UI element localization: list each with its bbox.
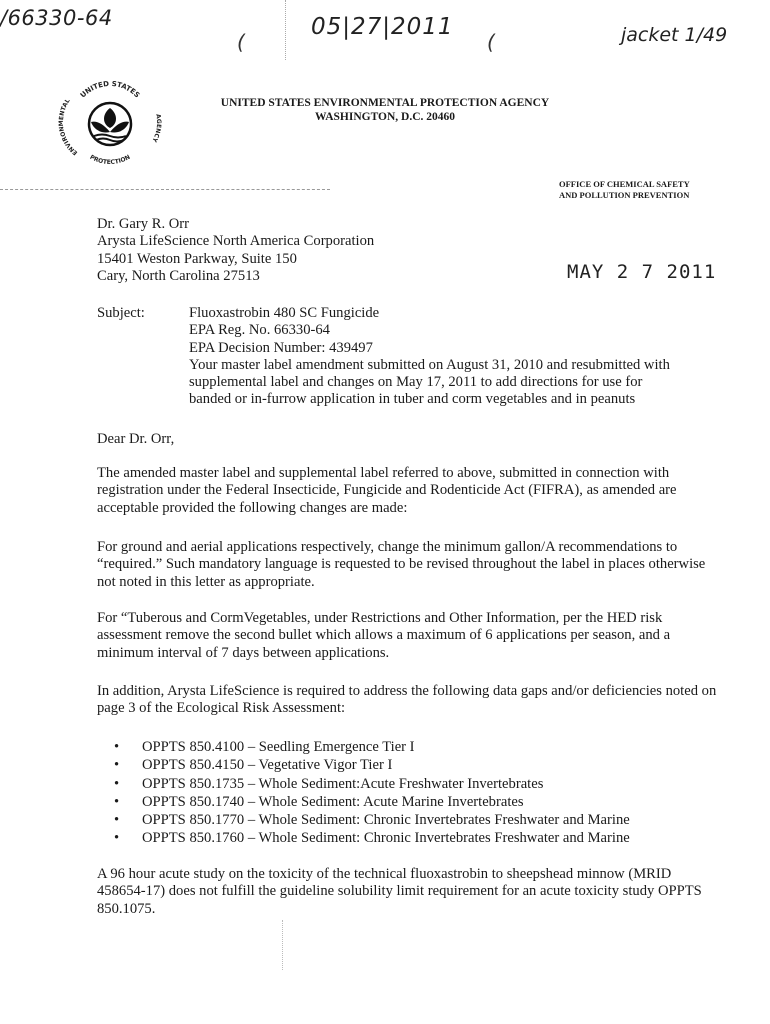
subject-line: Your master label amendment submitted on August 31, 2010 and resubmitted with	[189, 356, 670, 373]
bullet-icon: •	[114, 739, 120, 755]
bullet-icon: •	[114, 793, 120, 810]
subject-line: EPA Reg. No. 66330-64	[189, 322, 330, 339]
recipient-line: 15401 Weston Parkway, Suite 150	[97, 250, 297, 267]
list-item	[114, 829, 714, 847]
data-gap-list	[114, 738, 714, 848]
handwritten-paren-right: (	[487, 30, 495, 54]
body-paragraph: A 96 hour acute study on the toxicity of the technical fluoxastrobin to sheepshead minnow (MRID 458654-17) does not fulfill the guideline solubility limit requirement for an acute toxicity study OPPTS 850.1075.	[97, 866, 702, 917]
recipient-line: Cary, North Carolina 27513	[97, 267, 260, 284]
handwritten-date: 05|27|2011	[311, 14, 454, 40]
list-item-text: OPPTS 850.1740 – Whole Sediment: Acute Marine Invertebrates	[142, 793, 524, 810]
bullet-icon: •	[114, 830, 120, 847]
list-item-text: OPPTS 850.4150 – Vegetative Vigor Tier I	[142, 757, 393, 774]
agency-address: WASHINGTON, D.C. 20460	[314, 111, 456, 123]
recipient-line: Arysta LifeScience North America Corporation	[97, 233, 375, 250]
subject-line: supplemental label and changes on May 17, 2011 to add directions for use for	[189, 374, 643, 391]
list-item	[114, 738, 714, 756]
seal-text-top: UNITED STATES	[78, 79, 142, 100]
list-item-text: OPPTS 850.1760 – Whole Sediment: Chronic Invertebrates Freshwater and Marine	[142, 830, 630, 847]
list-item	[114, 793, 714, 811]
subject-block	[189, 305, 719, 409]
agency-name: UNITED STATES ENVIRONMENTAL PROTECTION AGENCY	[220, 97, 550, 109]
salutation: Dear Dr. Orr,	[97, 431, 175, 447]
received-date-stamp: MAY 2 7 2011	[567, 261, 717, 283]
list-item-text: OPPTS 850.1770 – Whole Sediment: Chronic Invertebrates Freshwater and Marine	[142, 812, 630, 829]
seal-text-right: AGENCY	[150, 113, 162, 144]
list-item	[114, 775, 714, 793]
bullet-icon: •	[114, 775, 120, 792]
subject-line: EPA Decision Number: 439497	[189, 339, 373, 356]
list-item-text: OPPTS 850.4100 – Seedling Emergence Tier I	[142, 739, 415, 755]
letterhead-divider	[0, 189, 330, 190]
subject-label: Subject:	[97, 305, 145, 321]
office-line-1: OFFICE OF CHEMICAL SAFETY	[559, 179, 690, 189]
body-paragraph: For “Tuberous and CormVegetables, under Restrictions and Other Information, per the HED risk assessment remove the second bullet which allows a maximum of 6 applications per season, and a minimum interval of 7 days between applications.	[97, 610, 671, 661]
binding-guide-line	[285, 0, 286, 60]
list-item	[114, 811, 714, 829]
subject-line: banded or in-furrow application in tuber and corm vegetables and in peanuts	[189, 391, 636, 408]
recipient-line: Dr. Gary R. Orr	[97, 216, 190, 232]
svg-text:PROTECTION	[89, 154, 132, 166]
list-item	[114, 756, 714, 774]
bullet-icon: •	[114, 757, 120, 774]
body-paragraph: In addition, Arysta LifeScience is required to address the following data gaps and/or deficiencies noted on page 3 of the Ecological Risk Assessment:	[97, 683, 717, 717]
seal-text-left: ENVIRONMENTAL	[58, 97, 80, 157]
office-line-2: AND POLLUTION PREVENTION	[559, 190, 690, 200]
seal-text-bottom: PROTECTION	[88, 153, 132, 167]
scan-artifact-line	[282, 920, 283, 970]
list-item-text: OPPTS 850.1735 – Whole Sediment:Acute Freshwater Invertebrates	[142, 775, 544, 792]
subject-line: Fluoxastrobin 480 SC Fungicide	[189, 305, 380, 321]
bullet-icon: •	[114, 812, 120, 829]
handwritten-jacket-note: jacket 1/49	[621, 24, 728, 46]
recipient-address	[97, 216, 374, 285]
body-paragraph: For ground and aerial applications respectively, change the minimum gallon/A recommendations to “required.” Such mandatory language is requested to be revised throughout the label in places otherwise not noted in this letter as appropriate.	[97, 539, 706, 590]
office-name	[559, 179, 759, 201]
handwritten-file-number: /66330-64	[0, 6, 113, 30]
handwritten-paren-left: (	[237, 30, 245, 54]
body-paragraph: The amended master label and supplemental label referred to above, submitted in connection with registration under the Federal Insecticide, Fungicide and Rodenticide Act (FIFRA), as amended are acceptable provided the following changes are made:	[97, 465, 677, 516]
